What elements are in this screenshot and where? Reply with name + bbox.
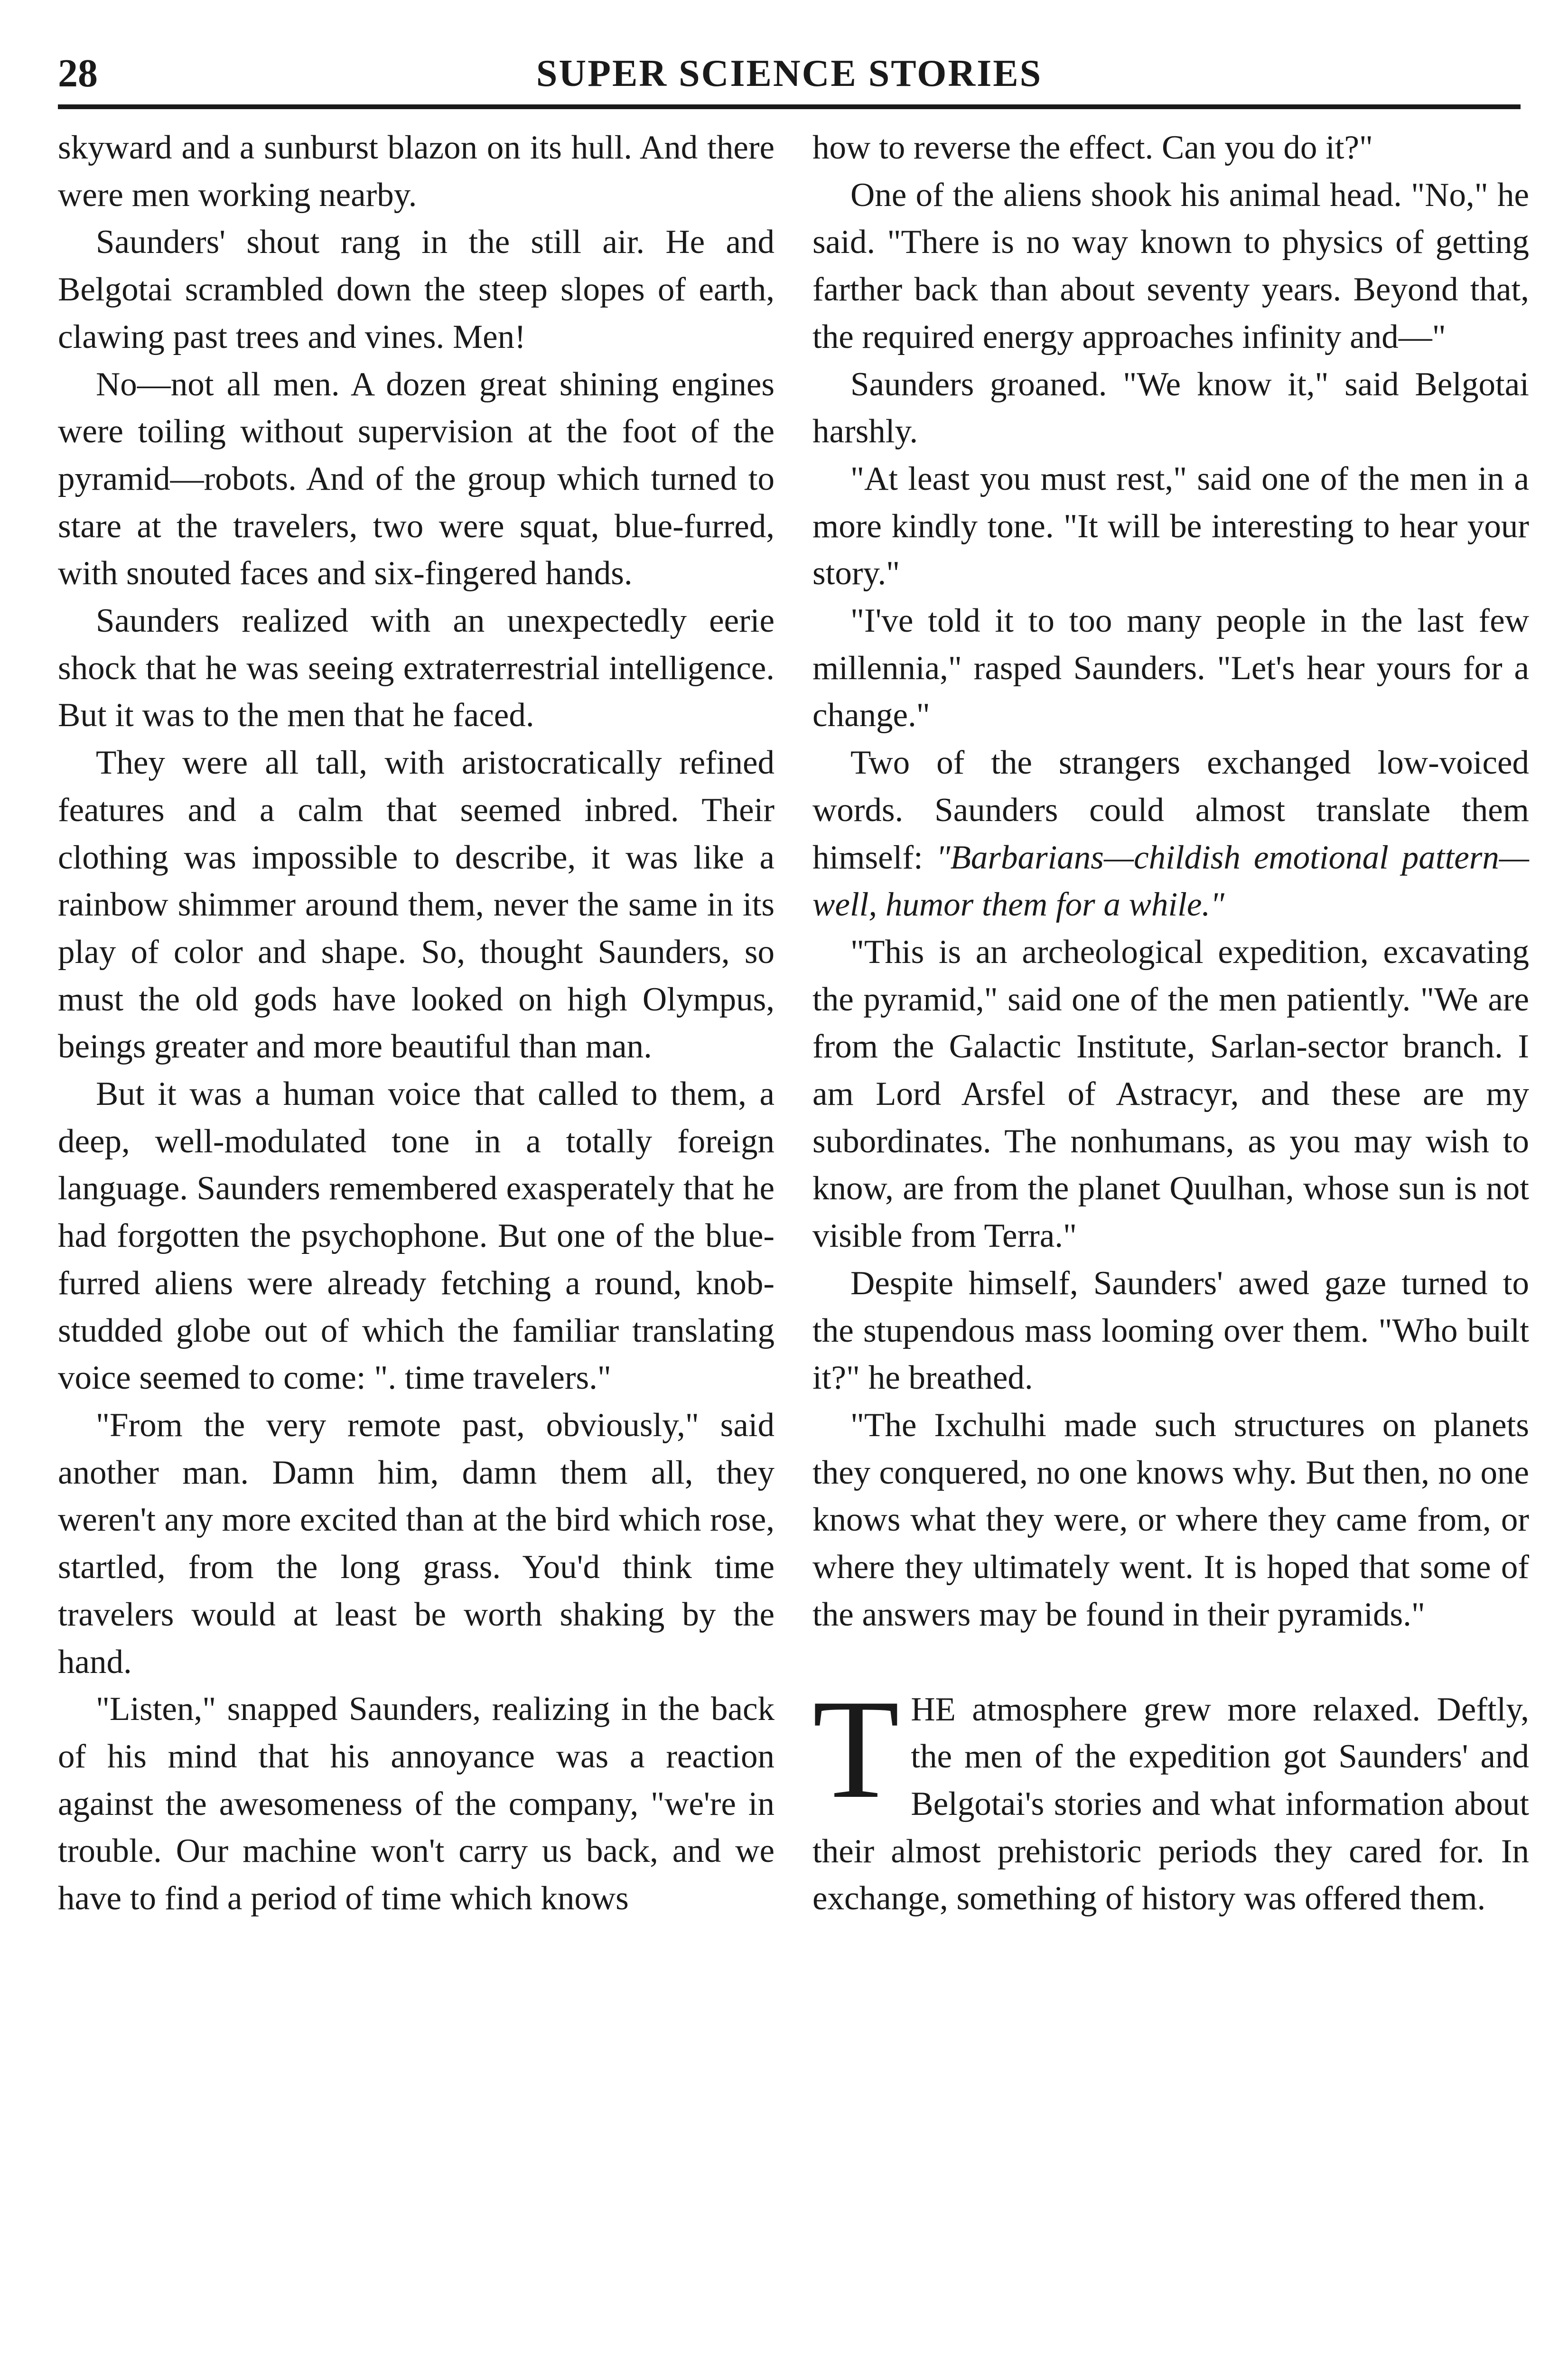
paragraph: They were all tall, with aristocratically refined features and a calm that seemed inbred. Their clothing was impossible to describe, it was like a rainbow shimmer around them, never the same in its play of color and shape. So, thought Saunders, so must the old gods have looked on high Olympus, beings greater and more beautiful than man. (58, 744, 775, 1065)
page-number: 28 (58, 51, 98, 95)
paragraph: how to reverse the effect. Can you do it?" (812, 129, 1373, 166)
paragraph: One of the aliens shook his animal head. "No," he said. "There is no way known to physics of getting farther back than about seventy years. Beyond that, the required energy approaches infinity and—" (812, 176, 1529, 355)
paragraph: "The Ixchulhi made such structures on planets they conquered, no one knows why. But then, no one knows what they were, or where they came from, or where they ultimately went. It is hoped that some of the answers may be found in their pyramids." (812, 1406, 1529, 1633)
section-paragraph (812, 1670, 1529, 1923)
paragraph: But it was a human voice that called to them, a deep, well-modulated tone in a totally foreign language. Saunders remembered exasperately that he had forgotten the psychophone. But one of the blue-furred aliens were already fetching a round, knob-studded globe out of which the familiar translating voice seemed to come: ". time travelers." (58, 1075, 775, 1397)
left-column (58, 124, 775, 1923)
right-column (812, 124, 1529, 1923)
italic-thought: "Barbarians—childish emotional pattern—well, humor them for a while." (812, 839, 1529, 924)
running-title: SUPER SCIENCE STORIES (536, 53, 1043, 94)
paragraph: "Listen," snapped Saunders, realizing in the back of his mind that his annoyance was a reaction against the awesomeness of the company, "we're in trouble. Our machine won't carry us back, and we have to find a period of time which knows (58, 1691, 775, 1917)
paragraph: "At least you must rest," said one of the men in a more kindly tone. "It will be interesting to hear your story." (812, 460, 1529, 592)
paragraph: "I've told it to too many people in the last few millennia," rasped Saunders. "Let's hear yours for a change." (812, 602, 1529, 734)
paragraph: Saunders groaned. "We know it," said Belgotai harshly. (812, 365, 1529, 450)
paragraph: "From the very remote past, obviously," said another man. Damn him, damn them all, they weren't any more excited than at the bird which rose, startled, from the long grass. You'd think time travelers would at least be worth shaking by the hand. (58, 1406, 775, 1681)
paragraph: No—not all men. A dozen great shining engines were toiling without supervision at the foot of the pyramid—robots. And of the group which turned to stare at the travelers, two were squat, blue-furred, with snouted faces and six-fingered hands. (58, 365, 775, 592)
paragraph: Despite himself, Saunders' awed gaze turned to the stupendous mass looming over them. "Who built it?" he breathed. (812, 1264, 1529, 1397)
drop-cap: T (812, 1670, 900, 1828)
paragraph-text: HE atmosphere grew more relaxed. Deftly, the men of the expedition got Saunders' and Belgotai's stories and what information about their almost prehistoric periods they cared for. In exchange, something of history was offered them. (812, 1691, 1529, 1917)
paragraph-text: Two of the strangers exchanged low-voiced words. Saunders could almost translate them himself: (812, 744, 1529, 876)
page-header (58, 45, 1521, 102)
paragraph (812, 739, 1529, 929)
paragraph: skyward and a sunburst blazon on its hull. And there were men working nearby. (58, 129, 775, 214)
header-rule (58, 104, 1521, 109)
paragraph: "This is an archeological expedition, excavating the pyramid," said one of the men patiently. "We are from the Galactic Institute, Sarlan-sector branch. I am Lord Arsfel of Astracyr, and these are my subordinates. The nonhumans, as you may wish to know, are from the planet Quulhan, whose sun is not visible from Terra." (812, 933, 1529, 1255)
paragraph: Saunders' shout rang in the still air. He and Belgotai scrambled down the steep slopes of earth, clawing past trees and vines. Men! (58, 224, 775, 355)
paragraph: Saunders realized with an unexpectedly eerie shock that he was seeing extraterrestrial intelligence. But it was to the men that he faced. (58, 602, 775, 734)
